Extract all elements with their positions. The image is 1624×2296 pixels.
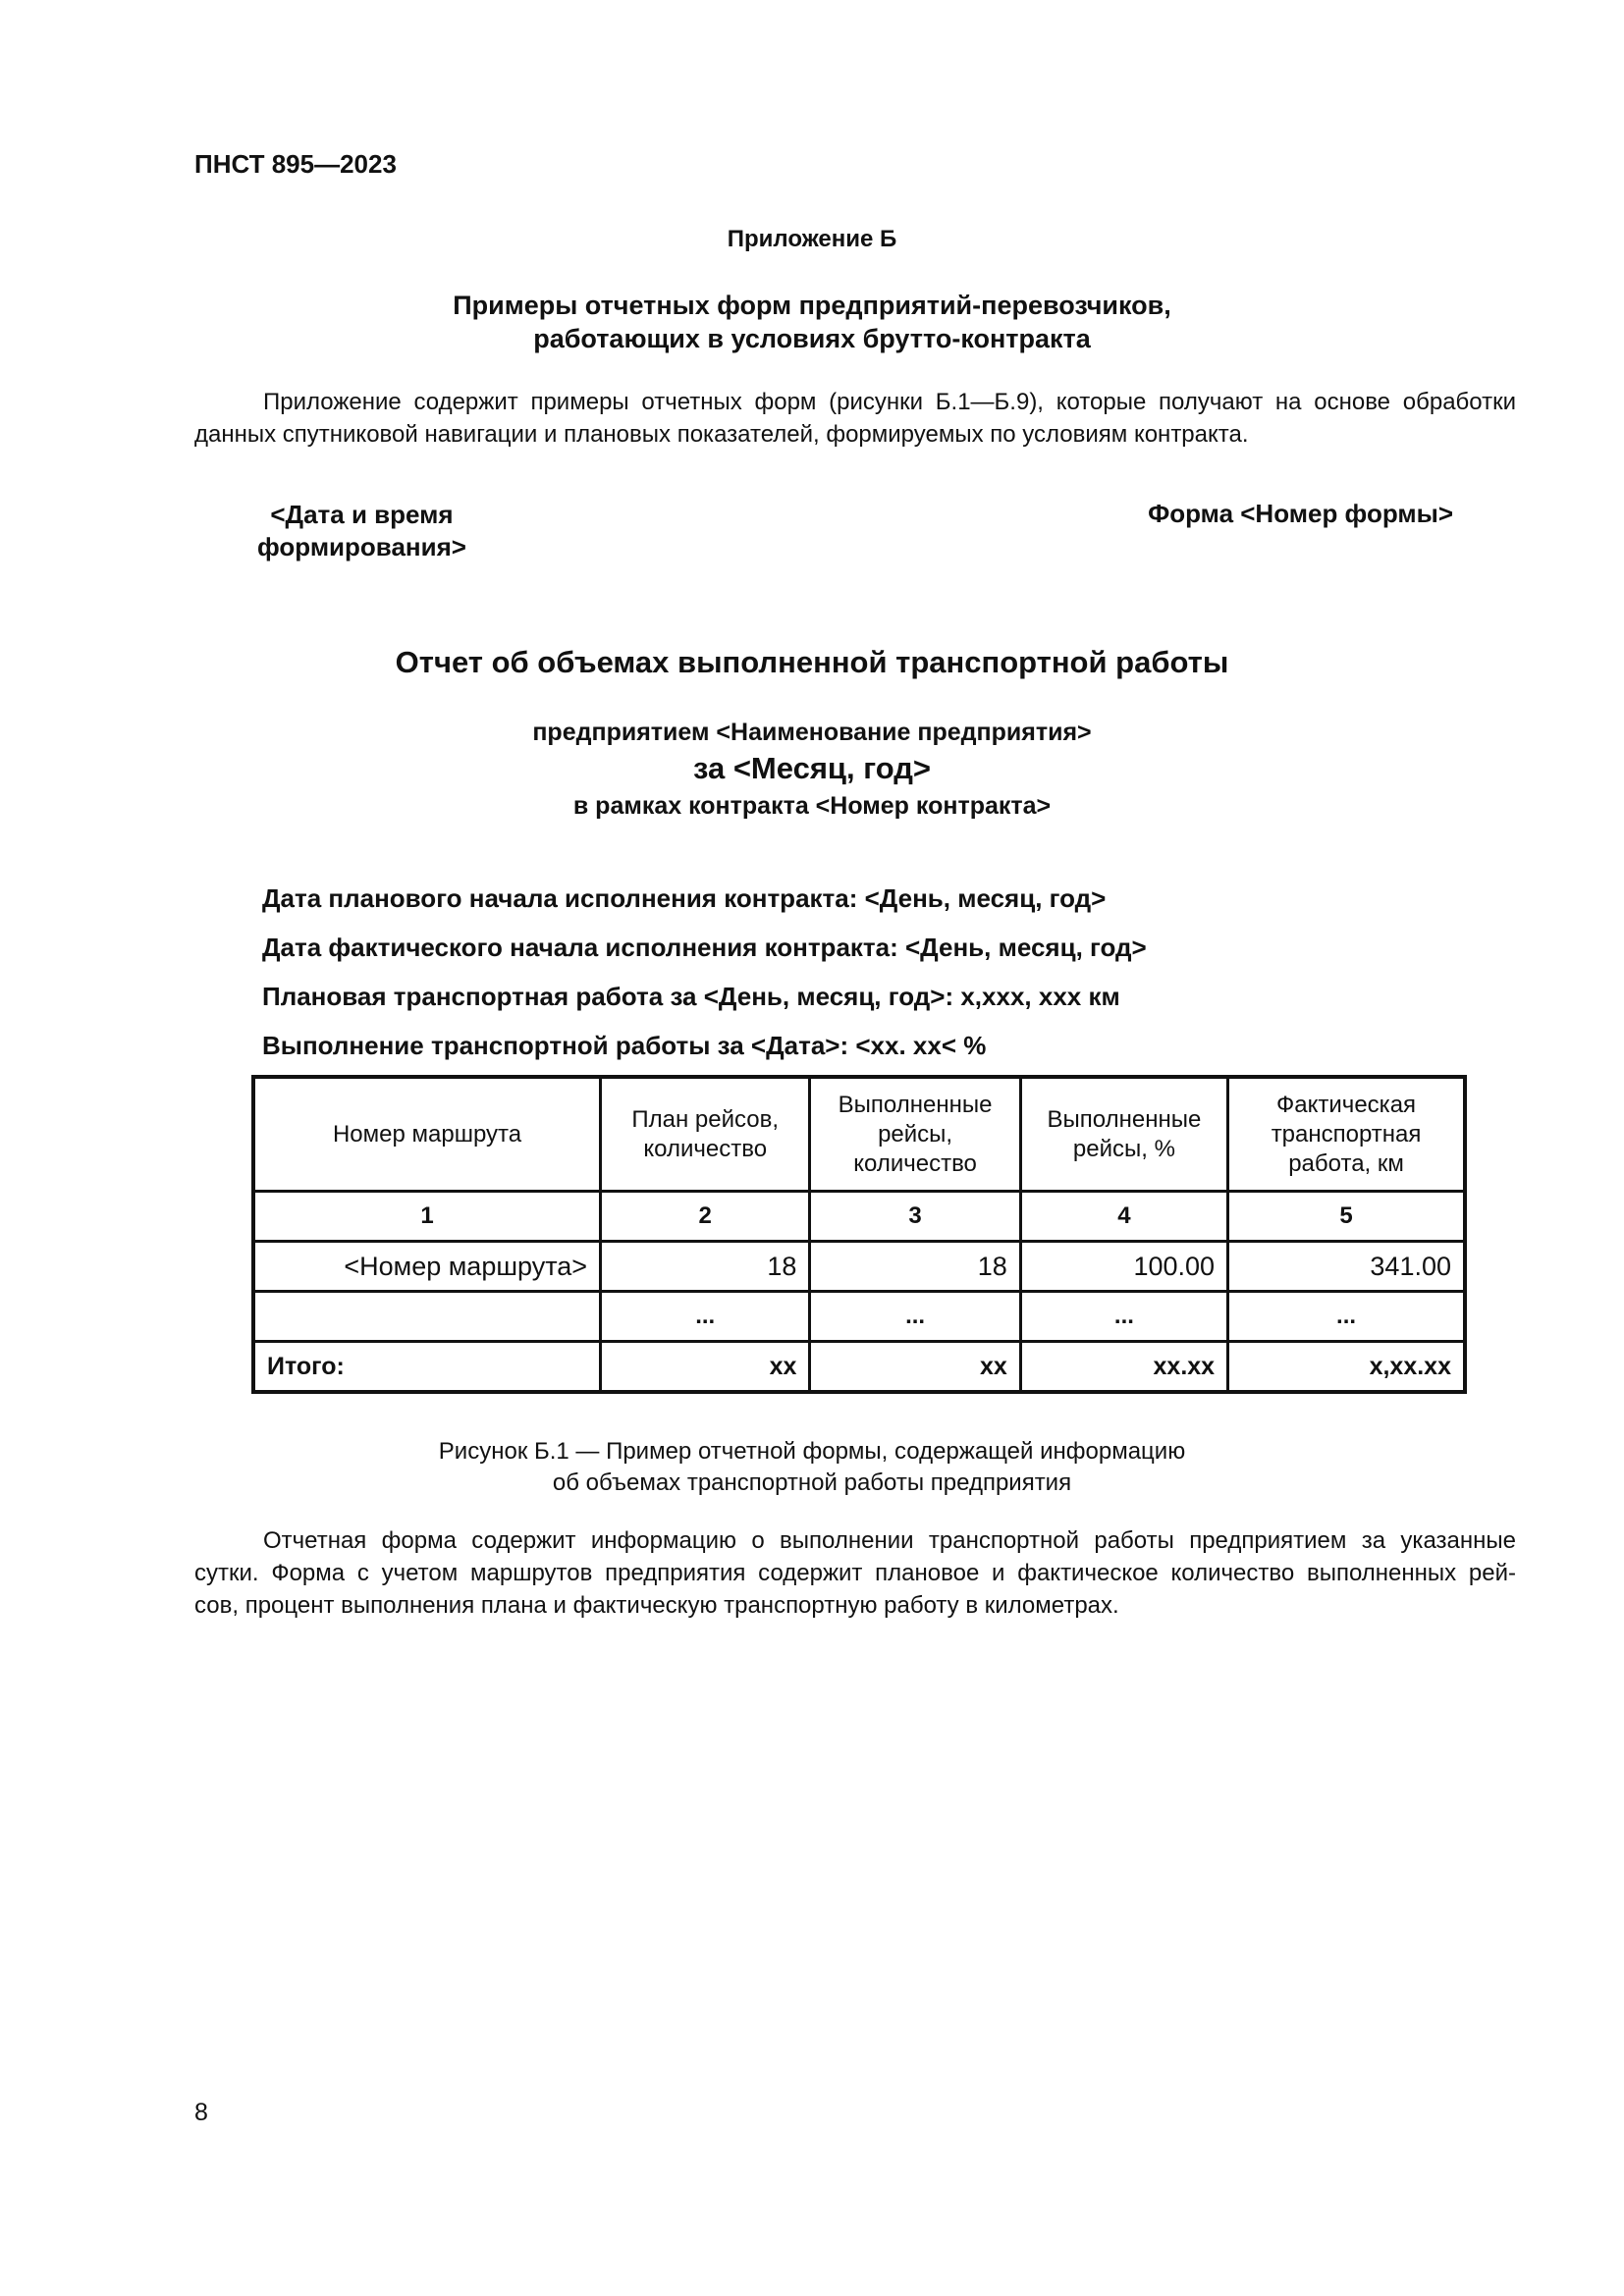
table-total-row [253,1342,1465,1393]
description-line3: сов, процент выполнения плана и фактическую транспортную работу в километрах. [194,1592,1119,1619]
figure-caption [0,1436,1624,1499]
cell-completed-trips: 18 [810,1242,1020,1292]
column-number: 2 [601,1192,810,1242]
document-code: ПНСТ 895—2023 [194,149,397,179]
appendix-title [0,289,1624,355]
cell-total-label: Итого: [253,1342,601,1393]
description-line2: сутки. Форма с учетом маршрутов предприятия содержит плановое и фактическое количество выполненных рей- [194,1560,1516,1586]
form-number: Форма <Номер формы> [1148,499,1453,528]
appendix-label: Приложение Б [727,226,897,252]
header-actual-work-km: Фактическая транспортная работа, км [1228,1077,1465,1192]
report-contract: в рамках контракта <Номер контракта> [572,792,1052,820]
transport-work-completion: Выполнение транспортной работы за <Дата>: <xx. xx< % [262,1031,987,1060]
generation-date-line2: формирования> [257,532,466,561]
planned-start-date: Дата планового начала исполнения контракта: <День, месяц, год> [262,883,1107,913]
column-number: 5 [1228,1192,1465,1242]
caption-line1: Рисунок Б.1 — Пример отчетной формы, содержащей информацию [438,1438,1186,1465]
intro-paragraph [194,386,1516,451]
report-period: за <Месяц, год> [692,751,932,785]
cell-route-number: <Номер маршрута> [253,1242,601,1292]
cell-total-work-km: x,xx.xx [1228,1342,1465,1393]
cell-ellipsis: ... [601,1292,810,1342]
table-row [253,1242,1465,1292]
header-completed-trips: Выполненные рейсы, количество [810,1077,1020,1192]
description-line1: Отчетная форма содержит информацию о выполнении транспортной работы предприятием за указанные [263,1527,1516,1554]
intro-line2: данных спутниковой навигации и плановых показателей, формируемых по условиям контракта. [194,421,1249,448]
report-title: Отчет об объемах выполненной транспортной работы [395,645,1229,679]
page-number: 8 [194,2099,208,2126]
column-number: 1 [253,1192,601,1242]
appendix-title-line2: работающих в условиях брутто-контракта [533,324,1091,353]
cell-total-completed: xx [810,1342,1020,1393]
appendix-title-line1: Примеры отчетных форм предприятий-перевозчиков, [453,291,1171,320]
intro-line1: Приложение содержит примеры отчетных форм (рисунки Б.1—Б.9), которые получают на основе обработки [263,389,1516,415]
cell-completed-percent: 100.00 [1020,1242,1227,1292]
table-column-numbers-row [253,1192,1465,1242]
cell-total-planned: xx [601,1342,810,1393]
column-number: 4 [1020,1192,1227,1242]
column-number: 3 [810,1192,1020,1242]
cell-total-percent: xx.xx [1020,1342,1227,1393]
generation-date-line1: <Дата и время [270,500,454,529]
actual-start-date: Дата фактического начала исполнения контракта: <День, месяц, год> [262,933,1147,962]
report-table [251,1075,1467,1394]
header-route-number: Номер маршрута [253,1077,601,1192]
cell-empty [253,1292,601,1342]
header-completed-percent: Выполненные рейсы, % [1020,1077,1227,1192]
generation-date [257,499,466,563]
cell-ellipsis: ... [810,1292,1020,1342]
description-paragraph [194,1524,1516,1622]
table-ellipsis-row [253,1292,1465,1342]
cell-actual-work-km: 341.00 [1228,1242,1465,1292]
cell-planned-trips: 18 [601,1242,810,1292]
report-enterprise: предприятием <Наименование предприятия> [532,719,1092,746]
cell-ellipsis: ... [1020,1292,1227,1342]
header-planned-trips: План рейсов, количество [601,1077,810,1192]
caption-line2: об объемах транспортной работы предприятия [552,1469,1072,1496]
table-header-row [253,1077,1465,1192]
planned-transport-work: Плановая транспортная работа за <День, месяц, год>: x,xxx, xxx км [262,982,1120,1011]
cell-ellipsis: ... [1228,1292,1465,1342]
